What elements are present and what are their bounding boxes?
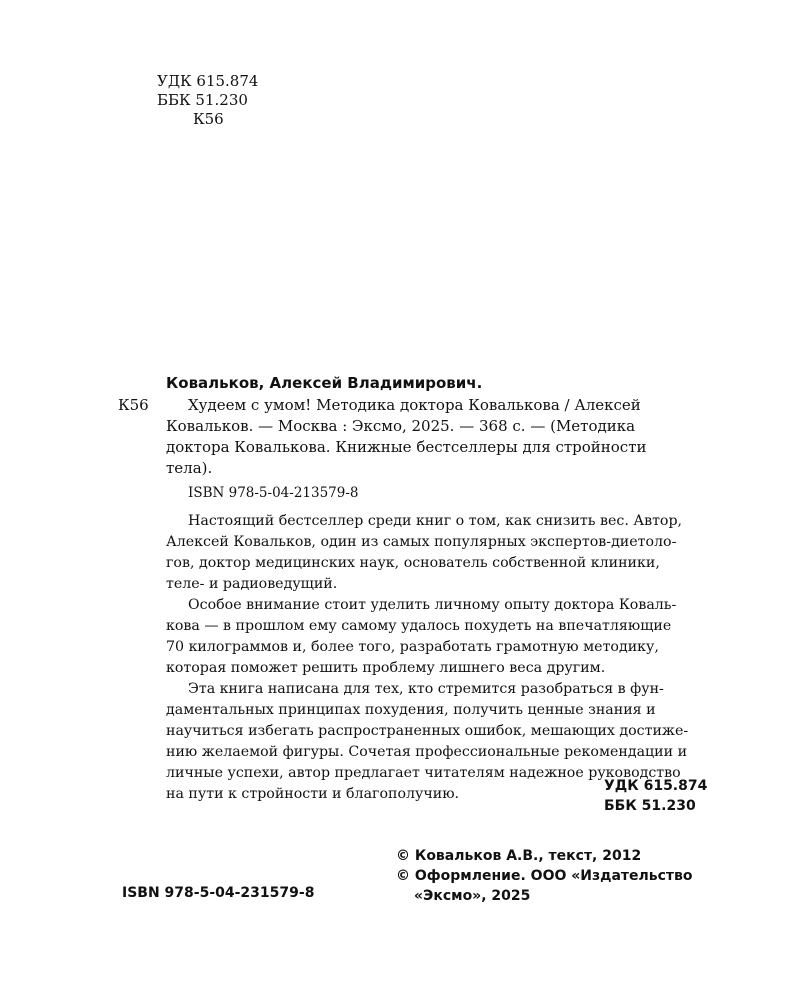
bib-line: тела). — [166, 459, 213, 477]
annotation — [166, 511, 722, 805]
bib-line: Худеем с умом! Методика доктора Ковалькова / Алексей — [188, 396, 641, 414]
classification-codes-top — [157, 72, 258, 129]
annotation-line: кова — в прошлом ему самому удалось похудеть на впечатляющие — [166, 618, 672, 634]
copyright-design-continued: «Эксмо», 2025 — [414, 888, 531, 904]
annotation-line: даментальных принципах похудения, получить ценные знания и — [166, 702, 656, 718]
annotation-line: научиться избегать распространенных ошибок, мешающих достиже- — [166, 723, 689, 739]
bbk-code: ББК 51.230 — [604, 798, 696, 814]
annotation-line: теле- и радиоведущий. — [166, 576, 338, 592]
annotation-line: личные успехи, автор предлагает читателям надежное руководство — [166, 765, 681, 781]
author-sign: К56 — [118, 396, 149, 414]
annotation-line: Эта книга написана для тех, кто стремится разобраться в фун- — [188, 681, 664, 697]
copyright-design: © Оформление. ООО «Издательство — [396, 868, 693, 884]
udk-code: УДК 615.874 — [604, 778, 708, 794]
udk-code: УДК 615.874 — [157, 72, 259, 90]
bbk-code: ББК 51.230 — [157, 91, 248, 109]
bib-line: Ковальков. — Москва : Эксмо, 2025. — 368 с. — (Методика — [166, 417, 636, 435]
bib-line: доктора Ковалькова. Книжные бестселлеры для стройности — [166, 438, 647, 456]
classification-codes-bottom — [604, 776, 707, 816]
annotation-line: на пути к стройности и благополучию. — [166, 786, 460, 802]
annotation-line: гов, доктор медицинских наук, основатель собственной клиники, — [166, 555, 660, 571]
annotation-line: Особое внимание стоит уделить личному опыту доктора Коваль- — [188, 597, 677, 613]
annotation-line: Алексей Ковальков, один из самых популярных экспертов-диетоло- — [166, 534, 677, 550]
annotation-line: которая поможет решить проблему лишнего веса другим. — [166, 660, 606, 676]
author-heading: Ковальков, Алексей Владимирович. — [166, 374, 483, 392]
annotation-line: нию желаемой фигуры. Сочетая профессиональные рекомендации и — [166, 744, 688, 760]
author-sign-code: К56 — [193, 110, 224, 128]
copyright-block — [396, 846, 693, 906]
annotation-line: Настоящий бестселлер среди книг о том, как снизить вес. Автор, — [188, 513, 683, 529]
annotation-line: 70 килограммов и, более того, разработать грамотную методику, — [166, 639, 659, 655]
bibliographic-description — [166, 395, 722, 479]
isbn-bottom: ISBN 978-5-04-231579-8 — [122, 885, 315, 901]
copyright-text: © Ковальков А.В., текст, 2012 — [396, 848, 642, 864]
isbn-entry: ISBN 978-5-04-213579-8 — [188, 485, 359, 501]
